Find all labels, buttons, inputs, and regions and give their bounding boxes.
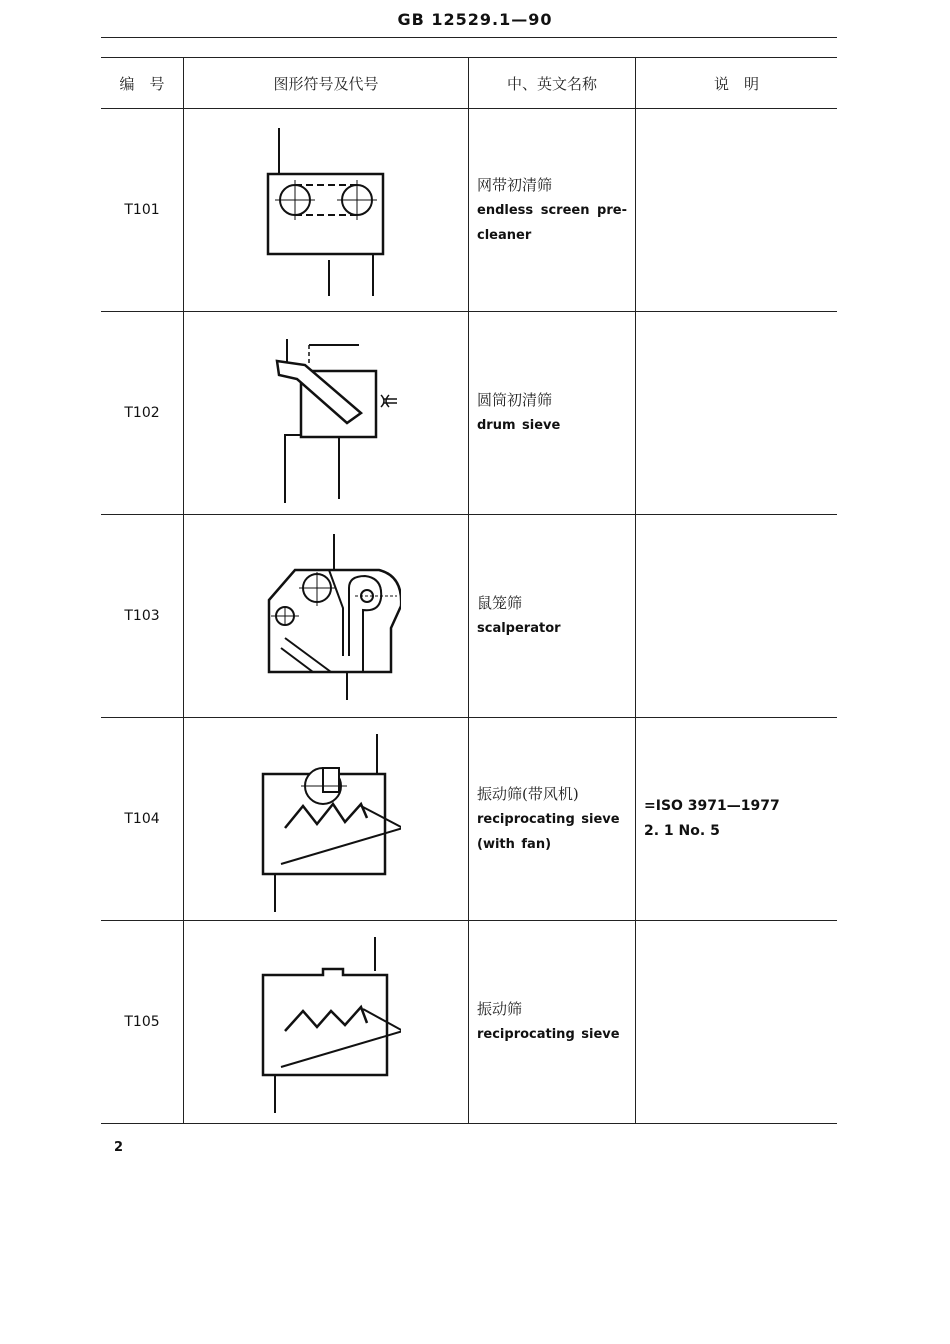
chinese-name: 鼠笼筛 [477,594,523,612]
table-row [101,312,837,515]
note-cell [636,109,838,312]
reciprocating-sieve-with-fan-symbol-icon [251,724,401,914]
row-code: T105 [101,921,184,1124]
english-name-line: scalperator [477,621,561,636]
row-code: T104 [101,718,184,921]
chinese-name: 网带初清筛 [477,175,553,194]
table-row [101,718,837,921]
column-header-code: 编 号 [101,58,184,109]
table-row [101,515,837,718]
symbol-table [101,57,837,1124]
header-rule [101,37,837,38]
english-name-line: cleaner [477,227,532,243]
chinese-name: 振动筛 [477,1000,523,1018]
english-name-line: reciprocating sieve [477,1027,620,1042]
standard-header: GB 12529.1—90 [397,10,553,29]
row-code: T101 [101,109,184,312]
clause-reference: 2. 1 No. 5 [644,823,720,839]
english-name-line: reciprocating sieve [477,811,620,827]
english-name-line: (with fan) [477,836,552,852]
note-cell [636,515,838,718]
english-name-line: drum sieve [477,418,561,433]
note-cell [636,718,838,921]
drum-sieve-symbol-icon [251,323,401,503]
note-cell [636,921,838,1124]
reciprocating-sieve-symbol-icon [251,927,401,1117]
row-code: T103 [101,515,184,718]
page-number: 2 [114,1140,124,1155]
scalperator-symbol-icon [251,526,401,706]
row-code: T102 [101,312,184,515]
chinese-name: 振动筛(带风机) [477,784,579,803]
column-header-symbol: 图形符号及代号 [184,58,469,109]
chinese-name: 圆筒初清筛 [477,391,553,409]
endless-screen-precleaner-symbol-icon [251,120,401,300]
column-header-name: 中、英文名称 [469,58,636,109]
note-cell [636,312,838,515]
english-name-line: endless screen pre- [477,202,627,218]
column-header-note: 说 明 [636,58,838,109]
table-row [101,921,837,1124]
table-row [101,109,837,312]
iso-reference: =ISO 3971—1977 [644,798,780,814]
table-header-row [101,58,837,109]
